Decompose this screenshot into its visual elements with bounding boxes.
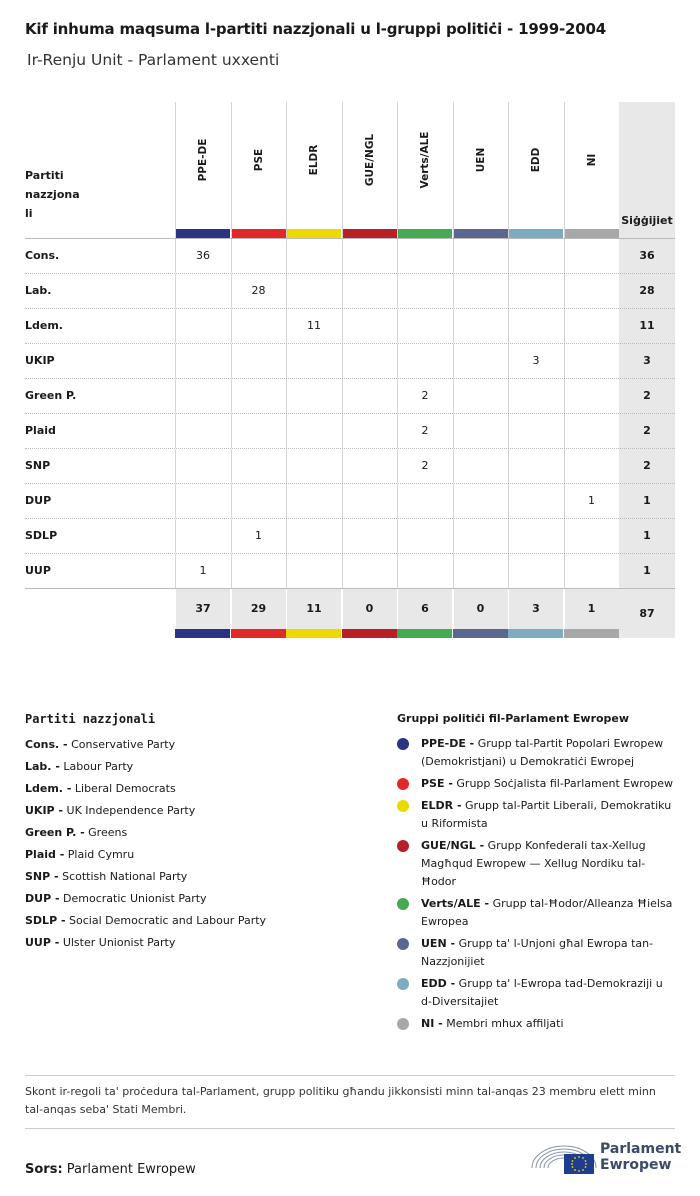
seat-cell — [453, 309, 508, 343]
legend-item — [25, 888, 375, 910]
seat-cell — [342, 379, 397, 413]
page-title: Kif inhuma maqsuma l-partiti nazzjonali u l-gruppi politiċi - 1999-2004 — [25, 20, 607, 38]
row-total: 11 — [639, 319, 655, 332]
seat-cell — [231, 309, 286, 343]
seat-cell — [397, 274, 452, 308]
seat-cell — [508, 519, 563, 553]
group-total: 0 — [342, 589, 397, 629]
group-column-header — [453, 102, 508, 238]
seat-cell — [453, 484, 508, 518]
seat-cell — [564, 309, 619, 343]
party-name: UUP — [25, 564, 51, 577]
legend-abbr: NI - — [421, 1017, 443, 1030]
divider — [25, 1075, 675, 1076]
row-total: 1 — [643, 529, 651, 542]
legend-name: Grupp ta' l-Unjoni għal Ewropa tan-Nazzjonijiet — [421, 937, 654, 968]
group-color-bar — [397, 629, 452, 638]
legend-name: Labour Party — [63, 760, 134, 773]
seat-cell — [231, 484, 286, 518]
seat-cell — [508, 484, 563, 518]
legend-name: Democratic Unionist Party — [63, 892, 207, 905]
legend-color-dot — [397, 778, 409, 790]
group-color-bar — [453, 629, 508, 638]
legend-item — [25, 756, 375, 778]
seat-cell — [286, 379, 341, 413]
legend-name: Membri mhux affiljati — [446, 1017, 564, 1030]
legend-name: Scottish National Party — [62, 870, 188, 883]
seat-cell — [564, 239, 619, 273]
seat-cell — [508, 379, 563, 413]
group-color-bar — [398, 229, 452, 238]
seat-cell: 28 — [231, 274, 286, 308]
group-color-bar — [342, 629, 397, 638]
seat-cell — [564, 519, 619, 553]
seat-cell — [508, 309, 563, 343]
group-column-header — [564, 102, 619, 238]
group-color-bar — [232, 229, 286, 238]
group-color-bar — [509, 229, 563, 238]
legend-name: Grupp ta' l-Ewropa tad-Demokraziji u d-Diversitajiet — [421, 977, 663, 1008]
legend-item — [25, 866, 375, 888]
party-name: Lab. — [25, 284, 52, 297]
seat-cell — [342, 449, 397, 483]
seat-cell: 2 — [397, 449, 452, 483]
seat-cell — [175, 274, 230, 308]
row-total: 3 — [643, 354, 651, 367]
seat-cell — [175, 379, 230, 413]
seat-cell — [397, 519, 452, 553]
legend-color-dot — [397, 978, 409, 990]
national-parties-legend — [25, 712, 375, 954]
seat-cell — [508, 449, 563, 483]
seat-cell — [286, 344, 341, 378]
legend-color-dot — [397, 898, 409, 910]
legend-item — [397, 975, 677, 1011]
legend-item — [25, 734, 375, 756]
seat-cell — [231, 239, 286, 273]
legend-color-dot — [397, 800, 409, 812]
seat-cell — [342, 274, 397, 308]
table-row — [25, 553, 675, 588]
legend-abbr: SNP - — [25, 870, 59, 883]
legend-abbr: UUP - — [25, 936, 60, 949]
table-row — [25, 378, 675, 413]
seat-cell — [564, 414, 619, 448]
european-parliament-logo — [530, 1138, 680, 1178]
seat-cell — [453, 239, 508, 273]
legend-color-dot — [397, 738, 409, 750]
row-total: 2 — [643, 459, 651, 472]
legend-name: Grupp Soċjalista fil-Parlament Ewropew — [456, 777, 673, 790]
table-row — [25, 343, 675, 378]
party-name: DUP — [25, 494, 52, 507]
group-color-bar — [287, 229, 341, 238]
group-code: EDD — [530, 147, 542, 173]
seat-cell — [342, 344, 397, 378]
seat-cell: 36 — [175, 239, 230, 273]
legend-name: UK Independence Party — [66, 804, 196, 817]
seat-cell: 1 — [564, 484, 619, 518]
party-name: SDLP — [25, 529, 58, 542]
legend-abbr: GUE/NGL - — [421, 839, 485, 852]
legend-name: Grupp tal-Partit Popolari Ewropew (Demokristjani) u Demokratiċi Ewropej — [421, 737, 664, 768]
group-code: ELDR — [308, 144, 320, 176]
seat-cell — [342, 484, 397, 518]
row-total: 1 — [643, 564, 651, 577]
seat-cell — [508, 274, 563, 308]
seat-cell: 2 — [397, 414, 452, 448]
seat-cell: 1 — [231, 519, 286, 553]
seat-cell — [397, 309, 452, 343]
party-name: Plaid — [25, 424, 56, 437]
group-color-bar — [564, 629, 619, 638]
group-color-bar — [175, 629, 230, 638]
seat-cell — [286, 519, 341, 553]
seat-cell — [342, 519, 397, 553]
party-name: Green P. — [25, 389, 77, 402]
legend-abbr: PPE-DE - — [421, 737, 475, 750]
legend-title: Gruppi politiċi fil-Parlament Ewropew — [397, 712, 630, 725]
table-row — [25, 448, 675, 483]
row-total: 1 — [643, 494, 651, 507]
party-name: SNP — [25, 459, 51, 472]
legend-item — [25, 910, 375, 932]
legend-abbr: SDLP - — [25, 914, 66, 927]
legend-name: Greens — [88, 826, 128, 839]
group-total: 3 — [508, 589, 563, 629]
seat-cell — [342, 554, 397, 588]
legend-title: Partiti nazzjonali — [25, 712, 156, 726]
group-code: GUE/NGL — [363, 133, 376, 187]
logo-text: Parlament Ewropew — [600, 1141, 682, 1173]
legend-name: Social Democratic and Labour Party — [69, 914, 267, 927]
seat-cell — [508, 414, 563, 448]
seat-cell — [286, 239, 341, 273]
party-name: Cons. — [25, 249, 60, 262]
legend-item — [25, 778, 375, 800]
group-column-header — [397, 102, 452, 238]
seat-cell — [231, 449, 286, 483]
legend-abbr: Plaid - — [25, 848, 65, 861]
group-code: Verts/ALE — [419, 131, 431, 189]
legend-item — [25, 822, 375, 844]
group-color-bar — [508, 629, 563, 638]
seat-cell: 2 — [397, 379, 452, 413]
seat-cell — [397, 239, 452, 273]
divider — [25, 1128, 675, 1129]
group-color-bar — [343, 229, 397, 238]
legend-abbr: PSE - — [421, 777, 453, 790]
legend-name: Grupp Konfederali tax-Xellug Magħqud Ewropew — Xellug Nordiku tal-Ħodor — [421, 839, 646, 888]
row-total: 28 — [639, 284, 655, 297]
group-code: UEN — [474, 147, 487, 173]
seat-cell — [175, 449, 230, 483]
seat-cell — [342, 414, 397, 448]
seat-cell — [231, 344, 286, 378]
table-row — [25, 483, 675, 518]
seat-cell — [453, 519, 508, 553]
legend-item — [397, 1015, 677, 1033]
page-subtitle: Ir-Renju Unit - Parlament uxxenti — [27, 51, 280, 69]
legend-item — [25, 800, 375, 822]
seat-cell — [564, 274, 619, 308]
legend-name: Ulster Unionist Party — [62, 936, 176, 949]
group-total: 1 — [564, 589, 619, 629]
group-color-bar — [231, 629, 286, 638]
seat-cell — [564, 344, 619, 378]
seat-cell — [453, 449, 508, 483]
grand-total: 87 — [639, 607, 655, 620]
legend-name: Conservative Party — [71, 738, 176, 751]
legend-abbr: Lab. - — [25, 760, 60, 773]
group-code: NI — [585, 153, 598, 167]
seat-cell — [286, 484, 341, 518]
seats-column-header: Siġġijiet — [619, 102, 675, 638]
seat-cell — [397, 484, 452, 518]
group-total: 37 — [175, 589, 230, 629]
row-total: 36 — [639, 249, 655, 262]
seat-cell — [453, 344, 508, 378]
group-code: PPE-DE — [197, 138, 209, 182]
legend-abbr: DUP - — [25, 892, 60, 905]
row-total: 2 — [643, 424, 651, 437]
seat-cell — [397, 554, 452, 588]
seat-cell — [231, 379, 286, 413]
legend-abbr: Cons. - — [25, 738, 68, 751]
seat-cell — [453, 554, 508, 588]
legend-name: Grupp tal-Partit Liberali, Demokratiku u Riformista — [421, 799, 672, 830]
party-name: UKIP — [25, 354, 55, 367]
seat-cell — [564, 379, 619, 413]
seat-cell — [175, 309, 230, 343]
legend-color-dot — [397, 840, 409, 852]
legend-abbr: ELDR - — [421, 799, 462, 812]
political-groups-legend — [397, 712, 677, 1037]
seat-cell: 11 — [286, 309, 341, 343]
group-column-header — [286, 102, 341, 238]
seat-cell — [508, 554, 563, 588]
legend-abbr: UKIP - — [25, 804, 64, 817]
seat-cell — [397, 344, 452, 378]
table-row — [25, 238, 675, 273]
group-total: 0 — [453, 589, 508, 629]
seat-cell — [453, 274, 508, 308]
party-column-header: Partiti nazzjona li — [25, 169, 80, 220]
group-column-header — [175, 102, 230, 238]
group-column-header — [508, 102, 563, 238]
seat-cell — [175, 344, 230, 378]
legend-name: Liberal Democrats — [74, 782, 176, 795]
table-row — [25, 308, 675, 343]
seat-cell — [175, 414, 230, 448]
parliament-hemicycle-icon — [530, 1138, 598, 1178]
totals-row — [25, 588, 675, 638]
seat-cell — [342, 239, 397, 273]
legend-abbr: Green P. - — [25, 826, 85, 839]
legend-color-dot — [397, 938, 409, 950]
legend-abbr: EDD - — [421, 977, 456, 990]
legend-item — [397, 775, 677, 793]
group-color-bar — [454, 229, 508, 238]
row-total: 2 — [643, 389, 651, 402]
seat-cell — [508, 239, 563, 273]
table-row — [25, 518, 675, 553]
group-code: PSE — [252, 148, 265, 172]
seat-cell — [286, 449, 341, 483]
seat-cell — [286, 274, 341, 308]
legend-item — [397, 895, 677, 931]
seat-cell — [453, 414, 508, 448]
party-name: Ldem. — [25, 319, 63, 332]
group-total: 29 — [231, 589, 286, 629]
seat-cell — [453, 379, 508, 413]
seat-cell — [564, 449, 619, 483]
seat-cell — [175, 519, 230, 553]
seat-cell: 3 — [508, 344, 563, 378]
group-total: 11 — [286, 589, 341, 629]
group-total: 6 — [397, 589, 452, 629]
footnote: Skont ir-regoli ta' proċedura tal-Parlament, grupp politiku għandu jikkonsisti minn tal-anqas 23 membru elett minn tal-anqas seba' Stati Membri. — [25, 1085, 656, 1116]
table-row — [25, 413, 675, 448]
group-column-header — [342, 102, 397, 238]
seat-cell — [286, 554, 341, 588]
legend-item — [397, 837, 677, 891]
seat-cell — [175, 484, 230, 518]
legend-abbr: Ldem. - — [25, 782, 72, 795]
group-column-header — [231, 102, 286, 238]
legend-item — [397, 797, 677, 833]
group-color-bar — [286, 629, 341, 638]
source: Sors: Parlament Ewropew — [25, 1162, 196, 1177]
seat-cell — [286, 414, 341, 448]
legend-name: Plaid Cymru — [67, 848, 135, 861]
seat-cell — [342, 309, 397, 343]
table-row — [25, 273, 675, 308]
legend-color-dot — [397, 1018, 409, 1030]
seat-cell: 1 — [175, 554, 230, 588]
legend-item — [397, 935, 677, 971]
legend-item — [25, 932, 375, 954]
seat-cell — [564, 554, 619, 588]
legend-item — [25, 844, 375, 866]
legend-name: Grupp tal-Ħodor/Alleanza Ħielsa Ewropea — [421, 897, 673, 928]
group-color-bar — [176, 229, 230, 238]
legend-abbr: UEN - — [421, 937, 456, 950]
legend-abbr: Verts/ALE - — [421, 897, 490, 910]
seat-cell — [231, 414, 286, 448]
legend-item — [397, 735, 677, 771]
seat-cell — [231, 554, 286, 588]
group-color-bar — [565, 229, 619, 238]
